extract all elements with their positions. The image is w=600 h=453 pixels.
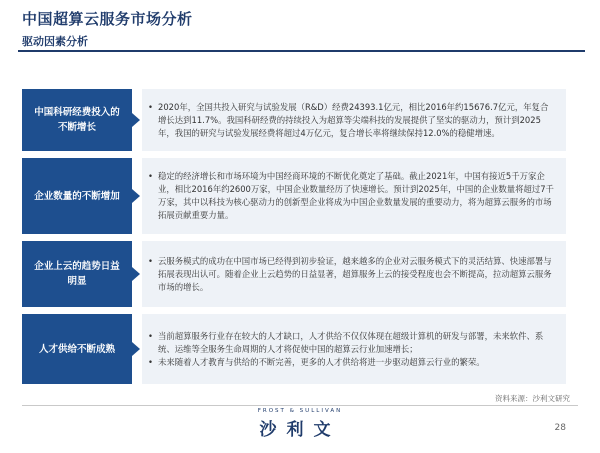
driver-row-enterprise-count: [22, 158, 566, 234]
footer-divider: [22, 405, 578, 406]
driver-label: 企业上云的趋势日益明显: [22, 241, 132, 307]
driver-label: 企业数量的不断增加: [22, 158, 132, 234]
arrow-right-icon: [132, 113, 140, 127]
driver-description: [142, 314, 566, 384]
bullet-item: • 稳定的经济增长和市场环境为中国经商环境的不断优化奠定了基础。截止2021年，中国有接近5千万家企业，相比2016年约2600万家，中国企业数量经历了快速增长。预计到2025年，中国的企业数量将超过7千万家，其中以科技为核心驱动力的创新型企业将成为中国企业数量发展的重要动力，将为超算云服务的市场拓展贡献重要力量。: [148, 170, 556, 222]
driver-label: 中国科研经费投入的不断增长: [22, 89, 132, 151]
driver-row-talent-supply: [22, 314, 566, 384]
brand-logo-english: FROST & SULLIVAN: [257, 408, 343, 414]
page-subtitle: 驱动因素分析: [22, 35, 88, 48]
source-note: 资料来源：沙利文研究: [495, 394, 570, 403]
bullet-item: • 当前超算服务行业存在较大的人才缺口，人才供给不仅仅体现在超级计算机的研发与部署，未来软件、系统、运维等全服务生命周期的人才将促使中国的超算云行业加速增长；: [148, 330, 556, 356]
bullet-item: • 云服务模式的成功在中国市场已经得到初步验证，越来越多的企业对云服务模式下的灵活结算、快速部署与拓展表现出认可。随着企业上云趋势的日益显著，超算服务上云的接受程度也会不断提高，拉动超算云服务市场的增长。: [148, 255, 556, 294]
title-divider: [18, 50, 585, 52]
arrow-right-icon: [132, 189, 140, 203]
page-number: 28: [554, 423, 566, 433]
bullet-item: • 未来随着人才教育与供给的不断完善，更多的人才供给将进一步驱动超算云行业的繁荣。: [148, 356, 556, 369]
driver-description: [142, 89, 566, 151]
driver-row-cloud-adoption: [22, 241, 566, 307]
driver-label: 人才供给不断成熟: [22, 314, 132, 384]
driver-description: [142, 241, 566, 307]
brand-logo-chinese: 沙利文: [259, 420, 341, 440]
driver-description: [142, 158, 566, 234]
driver-row-rd-funding: [22, 89, 566, 151]
bullet-item: • 2020年，全国共投入研究与试验发展（R&D）经费24393.1亿元，相比2016年约15676.7亿元，年复合增长达到11.7%。我国科研经费的持续投入为超算等尖端科技的发展提供了坚实的驱动力，预计到2025年，我国的研究与试验发展经费将超过4万亿元，复合增长率将继续保持12.0%的稳健增速。: [148, 101, 556, 140]
page-title: 中国超算云服务市场分析: [22, 10, 193, 28]
arrow-right-icon: [132, 342, 140, 356]
arrow-right-icon: [132, 267, 140, 281]
